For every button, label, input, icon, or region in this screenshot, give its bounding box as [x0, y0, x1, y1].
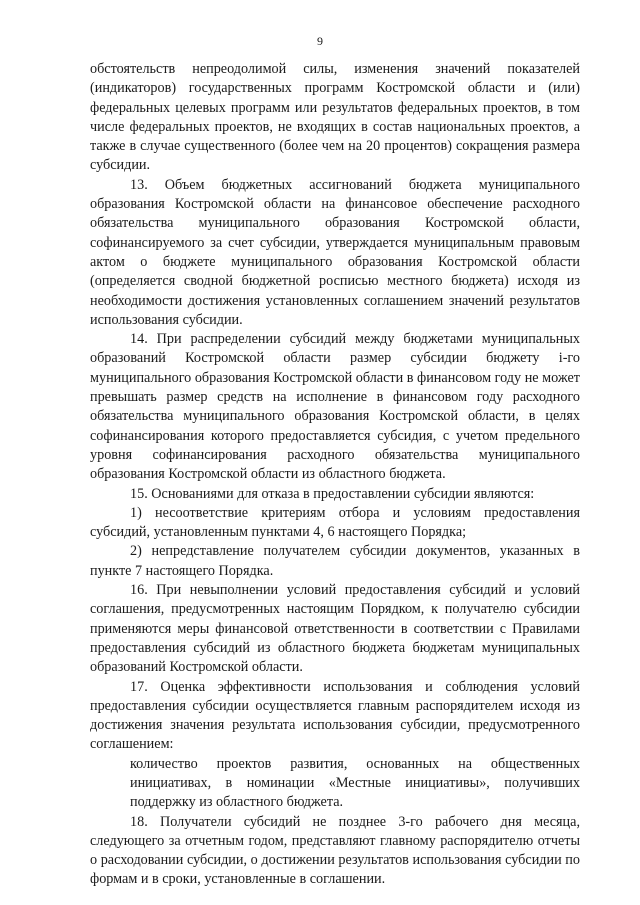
- paragraph-15-item-1: 1) несоответствие критериям отбора и условиям предоставления субсидий, установленным пунктами 4, 6 настоящего Порядка;: [90, 504, 580, 541]
- paragraph-17-indicator: количество проектов развития, основанных на общественных инициативах, в номинации «Местные инициативы», получивших поддержку из областного бюджета.: [130, 755, 580, 811]
- page-number: 9: [317, 34, 323, 48]
- paragraph-continuation: обстоятельств непреодолимой силы, изменения значений показателей (индикаторов) государственных программ Костромской области и (или) федеральных целевых программ или результатов федеральных проектов, в том числе федеральных проектов, не входящих в состав национальных проектов, а также в случае существенного (более чем на 20 процентов) сокращения размера субсидии.: [90, 61, 580, 174]
- paragraph-17: 17. Оценка эффективности использования и соблюдения условий предоставления субсидии осуществляется главным распорядителем исходя из достижения значения результата использования субсидии, предусмотренного соглашением:: [90, 678, 580, 753]
- paragraph-14: 14. При распределении субсидий между бюджетами муниципальных образований Костромской области размер субсидии бюджету i-го муниципального образования Костромской области в финансовом году не может превышать размер средств на исполнение в финансовом году расходного обязательства муниципального образования Костромской области, в целях софинансирования которого предоставляется субсидия, с учетом предельного уровня софинансирования расходного обязательства муниципального образования Костромской области из областного бюджета.: [90, 331, 580, 483]
- document-body: [90, 60, 580, 890]
- paragraph-15: 15. Основаниями для отказа в предоставлении субсидии являются:: [130, 485, 535, 502]
- paragraph-18: 18. Получатели субсидий не позднее 3-го рабочего дня месяца, следующего за отчетным годом, представляют главному распорядителю отчеты о расходовании субсидии, о достижении результатов использования субсидии по формам и в сроки, установленные в соглашении.: [90, 813, 580, 888]
- paragraph-15-item-2: 2) непредставление получателем субсидии документов, указанных в пункте 7 настоящего Порядка.: [90, 543, 580, 579]
- paragraph-16: 16. При невыполнении условий предоставления субсидий и условий соглашения, предусмотренных настоящим Порядком, к получателю субсидии применяются меры финансовой ответственности в соответствии с Правилами предоставления субсидий из областного бюджета бюджетам муниципальных образований Костромской области.: [90, 582, 580, 676]
- paragraph-13: 13. Объем бюджетных ассигнований бюджета муниципального образования Костромской области на финансовое обеспечение расходного обязательства муниципального образования Костромской области, софинансируемого за счет субсидии, утверждается муниципальным правовым актом о бюджете муниципального образования Костромской области (определяется сводной бюджетной росписью местного бюджета) исходя из необходимости достижения установленных соглашением значений результатов использования субсидии.: [90, 176, 580, 328]
